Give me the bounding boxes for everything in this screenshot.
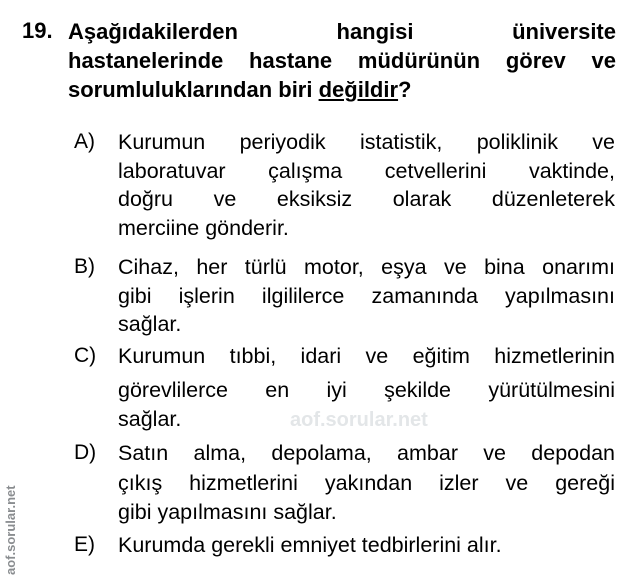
question-line: hastanelerinde hastane müdürünün görev ve — [68, 48, 616, 73]
option-letter: D) — [74, 441, 97, 464]
question-number: 19. — [22, 18, 53, 43]
option-text-line: çıkış hizmetlerini yakından izler ve gereği — [118, 471, 615, 495]
question-text: sorumluluklarından biri — [68, 77, 319, 102]
option-text-line: gibi yapılmasını sağlar. — [118, 500, 337, 524]
option-letter: C) — [74, 344, 97, 367]
question-mark: ? — [398, 77, 412, 102]
option-text-line: Kurumun periyodik istatistik, poliklinik ve — [118, 130, 615, 154]
option-text-line: Cihaz, her türlü motor, eşya ve bina onarımı — [118, 255, 615, 279]
option-letter: E) — [74, 533, 95, 556]
question-emphasis: değildir — [318, 77, 399, 102]
option-text-line: sağlar. — [118, 407, 182, 431]
option-text-line: Satın alma, depolama, ambar ve depodan — [118, 441, 615, 465]
option-text-line: sağlar. — [118, 312, 182, 336]
option-text-line: gibi işlerin ilgililerce zamanında yapılmasını — [118, 284, 615, 308]
option-text-line: merciine gönderir. — [118, 216, 289, 240]
option-text-line: doğru ve eksiksiz olarak düzenleterek — [118, 187, 615, 211]
option-text-line: Kurumda gerekli emniyet tedbirlerini alır. — [118, 533, 502, 557]
option-text-line: Kurumun tıbbi, idari ve eğitim hizmetlerinin — [118, 344, 615, 368]
watermark: aof.sorular.net — [290, 409, 428, 431]
question-line — [68, 76, 616, 104]
question-line: Aşağıdakilerden hangisi üniversite — [68, 19, 616, 44]
option-letter: A) — [74, 130, 95, 153]
option-letter: B) — [74, 255, 95, 278]
option-text-line: laboratuvar çalışma cetvellerini vaktinde, — [118, 159, 615, 183]
side-label: aof.sorular.net — [3, 485, 18, 575]
option-text-line: görevlilerce en iyi şekilde yürütülmesini — [118, 378, 615, 402]
